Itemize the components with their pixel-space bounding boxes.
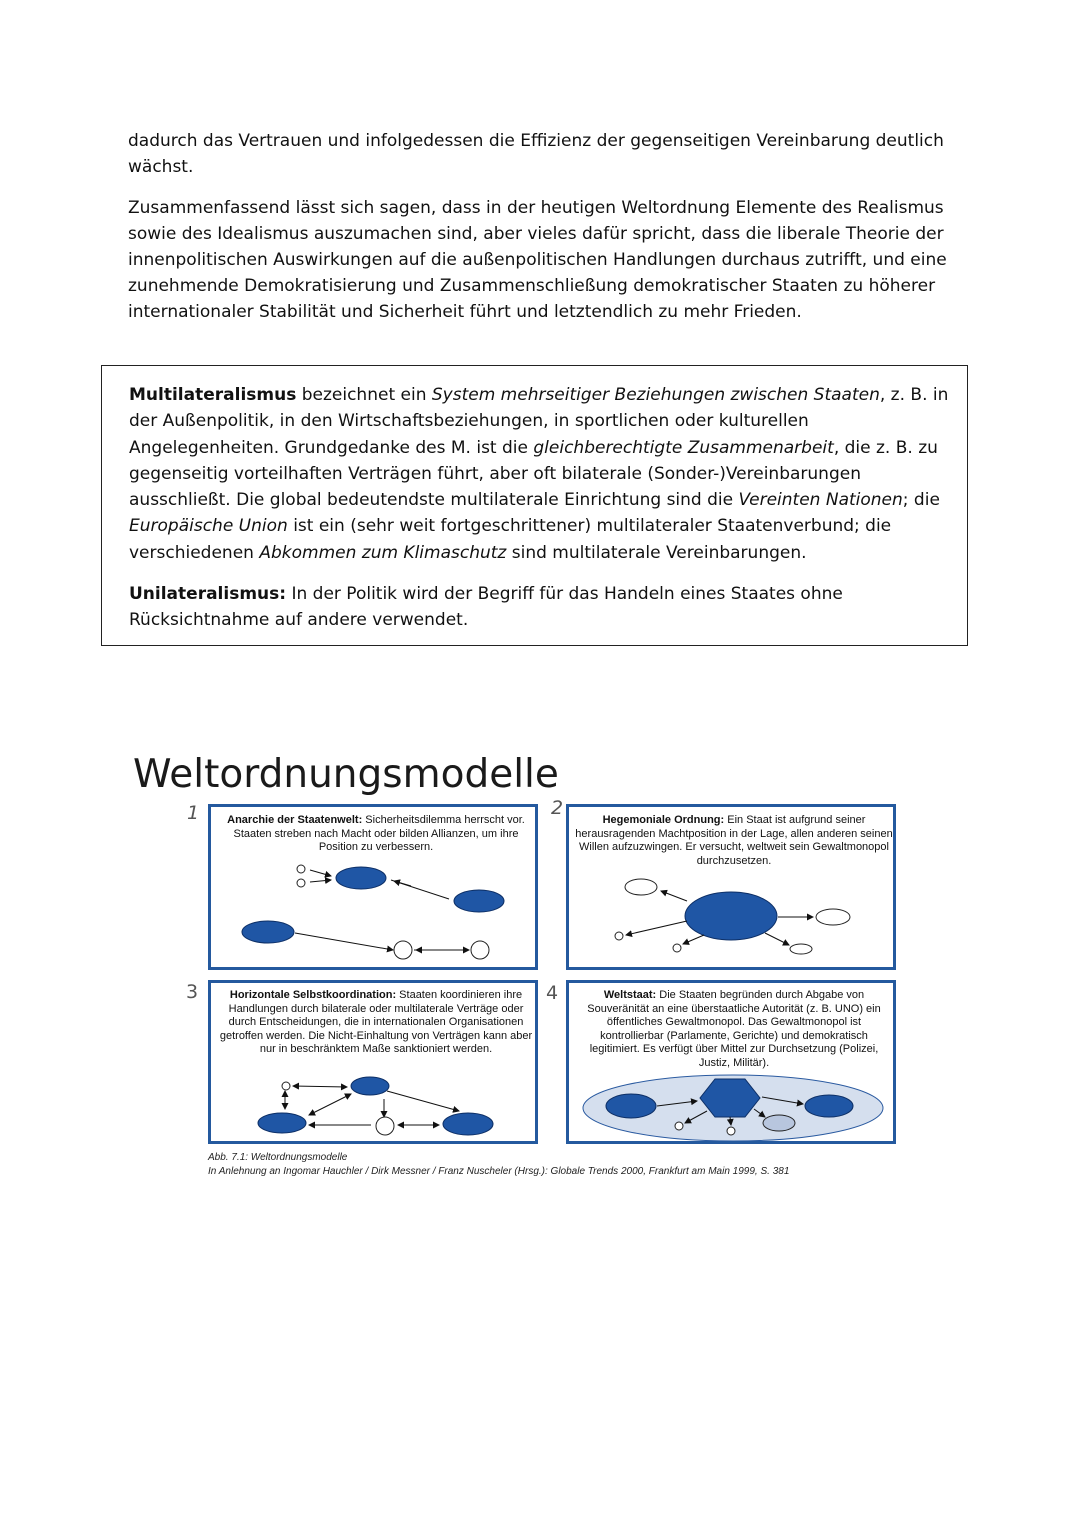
hegemonie-diagram [569,807,893,967]
selbstkoordination-diagram [211,983,535,1141]
panel-number-1: 1 [187,802,200,824]
arrow [295,933,393,950]
def-text: sind multilaterale Vereinbarungen. [506,542,807,563]
figure-title: Weltordnungsmodelle [133,752,559,797]
small-state [816,909,850,925]
large-state [336,867,386,889]
multilateralism-term: Multilateralismus [129,385,297,405]
caption-line-2: In Anlehnung an Ingomar Hauchler / Dirk Messner / Franz Nuscheler (Hrsg.): Globale Trends 2000, Frankfurt am Main 1999, S. 381 [208,1166,790,1177]
arrow [765,933,789,945]
anarchie-diagram [211,807,535,967]
large-state [242,921,294,943]
def-emphasis: Abkommen zum Klimaschutz [259,542,507,563]
small-state [376,1117,394,1135]
panel-anarchie [208,804,538,970]
arrow [293,1086,347,1087]
panel-weltstaat [566,980,896,1144]
large-state [454,890,504,912]
multilateralism-definition [129,382,954,566]
panel-heading: Anarchie der Staatenwelt: [227,814,363,826]
arrow [626,921,687,935]
def-text: ist ein (sehr weit fortgeschrittener) multilateraler Staatenverbund; die verschiedenen [129,516,892,563]
small-state [297,879,305,887]
panel-number-3: 3 [186,981,199,1003]
def-emphasis: Europäische Union [129,516,288,537]
panel-selbstkoordination [208,980,538,1144]
panel-heading: Horizontale Selbstkoordination: [229,989,397,1001]
small-state [727,1127,735,1135]
panel-number-4: 4 [546,982,559,1004]
small-state [471,941,489,959]
panel-body: Staaten koordinieren ihre Handlungen durch bilaterale oder multilaterale Verträge oder durch Entscheidungen, die in internationalen Organisationen getroffen werden. Die Nicht-Einhaltung von Verträgen kann aber nur in beschränktem Maße sanktioniert werden. [219,989,533,1056]
small-state [675,1122,683,1130]
small-state [625,879,657,895]
panel-hegemonie [566,804,896,970]
def-text: ; die [902,490,940,511]
small-state [763,1115,795,1131]
large-state [606,1094,656,1118]
def-text: In der Politik wird der Begriff für das Handeln eines Staates ohne Rücksichtnahme auf andere verwendet. [129,584,843,631]
large-state [443,1113,493,1135]
def-text: , z. B. in der Außenpolitik, in den Wirtschaftsbeziehungen, in sportlichen oder kulturellen Angelegenheiten. Grundgedanke des M. ist die [129,385,949,458]
arrow [394,881,411,886]
caption-line-1: Abb. 7.1: Weltordnungsmodelle [208,1152,348,1163]
unilateralism-definition [129,581,954,634]
small-state [615,932,623,940]
arrow [661,891,687,901]
unilateralism-term: Unilateralismus: [129,584,287,604]
panel-heading: Hegemoniale Ordnung: [602,814,725,826]
small-state [282,1082,290,1090]
panel-body: Sicherheitsdilemma herrscht vor. Staaten streben nach Macht oder bilden Allianzen, um ihre Position zu verbessern. [233,814,525,854]
arrow [310,880,331,882]
arrow [387,1091,459,1111]
hegemon-state [685,892,777,940]
small-state [790,944,812,954]
panel-number-2: 2 [551,797,564,819]
small-state [673,944,681,952]
panel-body: Die Staaten begründen durch Abgabe von Souveränität an eine überstaatliche Autorität (z. B. UNO) ein öffentliches Gewaltmonopol. Das Gewaltmonopol ist kontrollierbar (Parlamente, Gerichte) und demokratisch legitimiert. Es verfügt über Mittel zur Durchsetzung (Polizei, Justiz, Militär). [587,989,881,1069]
small-state [394,941,412,959]
def-text: , die z. B. zu gegenseitig vorteilhaften Verträgen führt, aber oft bilaterale (Sonder-)Vereinbarungen ausschließt. Die global bedeutendste multilaterale Einrichtung sind die [129,437,938,511]
large-state [351,1077,389,1095]
def-emphasis: System mehrseitiger Beziehungen zwischen Staaten [431,385,880,405]
figure-caption [208,1151,789,1179]
weltstaat-diagram [569,983,893,1141]
panel-heading: Weltstaat: [603,989,657,1001]
arrow [310,870,331,876]
def-emphasis: Vereinten Nationen [738,490,903,511]
definition-box [101,365,968,646]
small-state [297,865,305,873]
arrow [683,935,704,944]
large-state [258,1113,306,1133]
panel-body: Ein Staat ist aufgrund seiner herausragenden Machtposition in der Lage, allen anderen seinen Willen aufzuzwingen. Er versucht, weltweit sein Gewaltmonopol durchzusetzen. [575,814,893,867]
arrow [309,1094,351,1115]
intro-paragraph-1: dadurch das Vertrauen und infolgedessen die Effizienz der gegenseitigen Vereinbarung deutlich wächst. [128,131,944,177]
def-emphasis: gleichberechtigte Zusammenarbeit [533,437,834,458]
def-text: bezeichnet ein [296,385,432,405]
intro-paragraph-2: Zusammenfassend lässt sich sagen, dass in der heutigen Weltordnung Elemente des Realismus sowie des Idealismus auszumachen sind, aber vieles dafür spricht, dass die liberale Theorie der innenpolitischen Auswirkungen auf die außenpolitischen Handlungen durchaus zutrifft, und eine zunehmende Demokratisierung und Zusammenschließung demokratischer Staaten zu höherer internationaler Stabilität und Sicherheit führt und letztendlich zu mehr Frieden. [128,198,947,322]
large-state [805,1095,853,1117]
